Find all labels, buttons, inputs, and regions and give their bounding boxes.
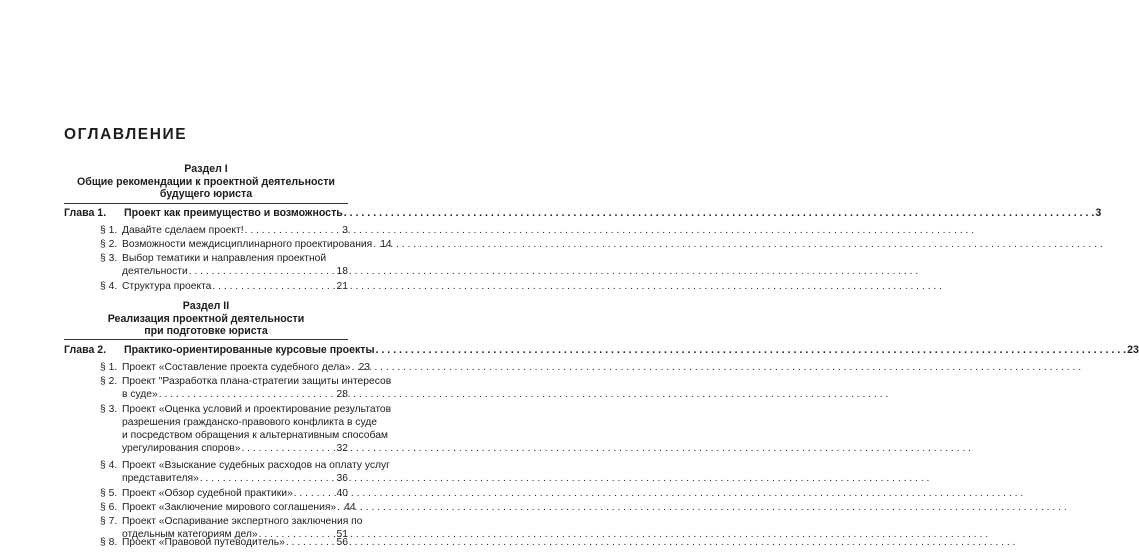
dot-leader <box>212 280 335 293</box>
chapter-title: Проект как преимущество и возможность <box>124 207 343 219</box>
chapter-title: Практико-ориентированные курсовые проекты <box>124 344 375 356</box>
entry-title: Возможности междисциплинарного проектирования <box>122 239 373 250</box>
section-title-line: Реализация проектной деятельности <box>107 312 305 325</box>
dot-leader <box>373 238 379 251</box>
page-number: 40 <box>336 488 348 499</box>
page-number: 44 <box>344 502 356 513</box>
section-title-line: Общие рекомендации к проектной деятельности <box>77 175 335 188</box>
entry-title-line: урегулирования споров» <box>122 443 241 454</box>
section-title-line: будущего юриста <box>159 188 253 201</box>
paragraph-number: § 6. <box>100 502 118 513</box>
section-2-heading <box>64 300 348 338</box>
page-number: 32 <box>336 443 348 454</box>
entry-title-line: отдельным категориям дел» <box>122 529 258 540</box>
dot-leader <box>352 361 358 374</box>
entry-title-line: Проект "Разработка плана-стратегии защиты интересов <box>122 376 392 387</box>
section-title-line: при подготовке юриста <box>144 325 268 338</box>
entry-title-line: Проект «Оценка условий и проектирование результатов <box>122 404 392 415</box>
entry-title-line: деятельности <box>122 266 188 277</box>
dot-leader <box>337 501 343 514</box>
toc-title: ОГЛАВЛЕНИЕ <box>64 126 188 143</box>
toc-entry[interactable] <box>100 501 356 514</box>
paragraph-number: § 1. <box>100 225 118 236</box>
paragraph-number: § 4. <box>100 281 118 292</box>
entry-title-line: в суде» <box>122 389 158 400</box>
toc-entry[interactable] <box>100 536 348 549</box>
page-number: 14 <box>380 239 392 250</box>
entry-title: Структура проекта <box>122 281 212 292</box>
section-label: Раздел II <box>182 300 230 312</box>
dot-leader <box>245 224 342 237</box>
dot-leader <box>241 442 335 455</box>
section-divider <box>64 339 348 340</box>
entry-title: Проект «Заключение мирового соглашения» <box>122 502 337 513</box>
page-number: 21 <box>336 281 348 292</box>
entry-title-line: разрешения гражданско-правового конфликта в суде <box>122 417 377 428</box>
toc-entry[interactable] <box>100 403 392 455</box>
entry-title: Проект «Правовой путеводитель» <box>122 537 285 548</box>
page-number: 56 <box>336 537 348 548</box>
toc-entry[interactable] <box>100 280 348 293</box>
section-label: Раздел I <box>184 163 228 175</box>
paragraph-number: § 2. <box>100 376 118 387</box>
section-1-heading <box>64 163 348 201</box>
dot-leader <box>286 536 336 549</box>
toc-entry[interactable] <box>100 459 390 485</box>
chapter-number: Глава 2. <box>64 344 107 356</box>
toc-entry[interactable] <box>100 361 371 374</box>
entry-title: Проект «Составление проекта судебного дела» <box>122 362 351 373</box>
paragraph-number: § 1. <box>100 362 118 373</box>
page-number: 23 <box>1127 344 1139 356</box>
page-number: 18 <box>336 266 348 277</box>
toc-entry[interactable] <box>100 238 392 251</box>
dot-leader <box>189 265 336 278</box>
page-number: 51 <box>336 529 348 540</box>
dot-leader <box>344 207 1095 220</box>
entry-title-line: Выбор тематики и направления проектной <box>122 253 327 264</box>
paragraph-number: § 7. <box>100 516 118 527</box>
paragraph-number: § 3. <box>100 404 118 415</box>
entry-title-line: и посредством обращения к альтернативным способам <box>122 430 388 441</box>
toc-entry[interactable] <box>100 375 392 401</box>
entry-title-line: Проект «Взыскание судебных расходов на оплату услуг <box>122 460 390 471</box>
section-divider <box>64 203 348 204</box>
paragraph-number: § 8. <box>100 537 118 548</box>
page-number: 3 <box>1095 207 1102 219</box>
dot-leader <box>376 344 1127 357</box>
page-number: 36 <box>336 473 348 484</box>
entry-title-line: представителя» <box>122 473 199 484</box>
paragraph-number: § 4. <box>100 460 118 471</box>
toc-chapter-2[interactable] <box>64 344 1139 357</box>
entry-title: Давайте сделаем проект! <box>122 225 244 236</box>
paragraph-number: § 5. <box>100 488 118 499</box>
entry-title: Проект «Обзор судебной практики» <box>122 488 293 499</box>
dot-leader <box>294 487 336 500</box>
toc-entry[interactable] <box>100 252 348 278</box>
paragraph-number: § 2. <box>100 239 118 250</box>
toc-chapter-1[interactable] <box>64 207 1102 220</box>
dot-leader <box>159 388 336 401</box>
chapter-number: Глава 1. <box>64 207 107 219</box>
dot-leader <box>200 472 336 485</box>
paragraph-number: § 3. <box>100 253 118 264</box>
page-number: 23 <box>358 362 371 373</box>
toc-entry[interactable] <box>100 487 348 500</box>
page-number: 28 <box>336 389 348 400</box>
page-number: 3 <box>342 225 348 236</box>
toc-entry[interactable] <box>100 224 348 237</box>
entry-title-line: Проект «Оспаривание экспертного заключения по <box>122 516 363 527</box>
